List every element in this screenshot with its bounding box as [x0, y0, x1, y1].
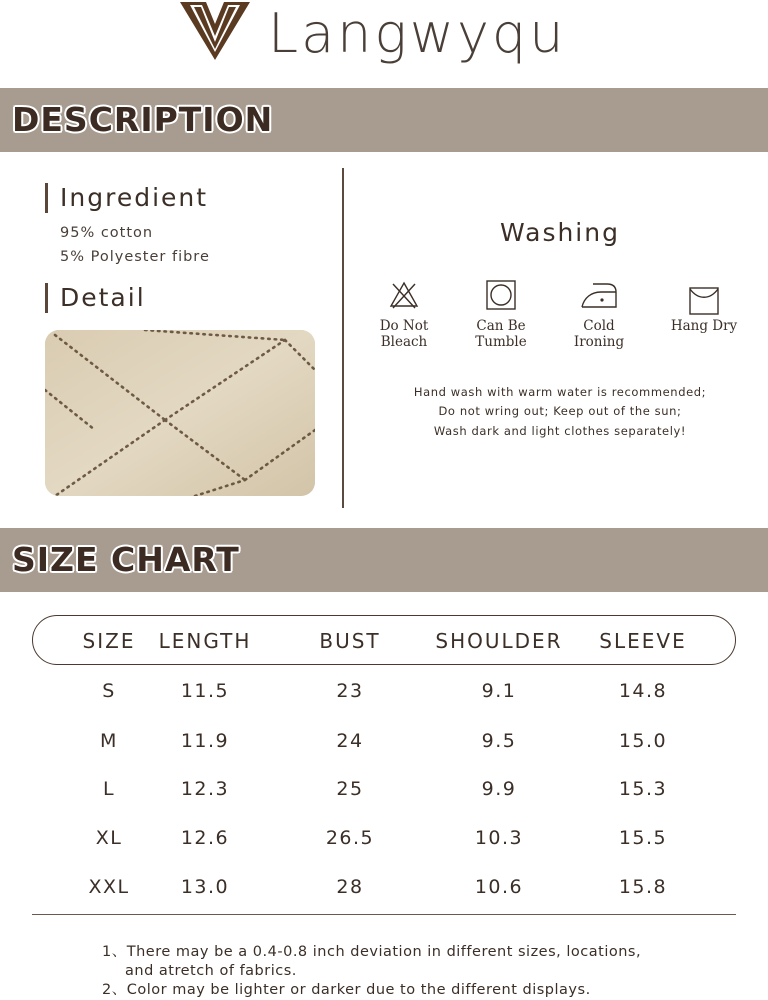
care-item-tumble	[456, 280, 546, 350]
table-cell: XXL	[88, 876, 130, 898]
washing-note: Wash dark and light clothes separately!	[433, 424, 687, 438]
description-band	[0, 88, 768, 152]
brand-name: Langwyqu	[268, 2, 567, 65]
column-header-size: SIZE	[82, 629, 136, 653]
brand-header	[0, 0, 768, 86]
table-cell: 12.6	[180, 827, 230, 849]
note-line: 1、There may be a 0.4-0.8 inch deviation in different sizes, locations,	[102, 944, 642, 960]
washing-title: Washing	[500, 218, 620, 247]
table-bottom-rule	[32, 914, 736, 915]
brand-logo-icon	[180, 2, 250, 60]
table-cell: 15.0	[618, 730, 668, 752]
care-label: Do Not Bleach	[379, 318, 429, 350]
ingredient-heading: Ingredient	[45, 183, 208, 213]
hang-dry-icon	[688, 286, 720, 316]
table-cell: 10.6	[474, 876, 524, 898]
table-cell: 23	[336, 680, 364, 702]
care-item-cold-iron	[554, 280, 644, 350]
care-label: Hang Dry	[670, 318, 738, 334]
column-header-bust: BUST	[319, 629, 381, 653]
table-cell: 25	[336, 778, 364, 800]
note-line: 2、Color may be lighter or darker due to the different displays.	[102, 982, 591, 998]
table-cell: 14.8	[618, 680, 668, 702]
table-cell: 9.9	[481, 778, 517, 800]
table-cell: 9.1	[481, 680, 517, 702]
size-chart-band	[0, 528, 768, 592]
table-cell: L	[102, 778, 116, 800]
table-cell: 10.3	[474, 827, 524, 849]
care-item-hang-dry	[659, 280, 749, 334]
column-divider	[342, 168, 344, 508]
column-header-sleeve: SLEEVE	[599, 629, 687, 653]
table-cell: XL	[95, 827, 123, 849]
care-label: Can Be Tumble	[475, 318, 527, 350]
table-cell: 9.5	[481, 730, 517, 752]
note-line: and atretch of fabrics.	[125, 963, 297, 979]
table-cell: 24	[336, 730, 364, 752]
cold-iron-icon	[579, 280, 619, 310]
table-cell: 13.0	[180, 876, 230, 898]
column-header-shoulder: SHOULDER	[435, 629, 563, 653]
table-cell: 15.8	[618, 876, 668, 898]
care-item-do-not-bleach	[359, 280, 449, 350]
washing-note: Do not wring out; Keep out of the sun;	[438, 404, 682, 418]
table-cell: 11.5	[180, 680, 230, 702]
table-cell: 28	[336, 876, 364, 898]
detail-heading: Detail	[45, 283, 146, 313]
do-not-bleach-icon	[389, 280, 419, 310]
tumble-dry-icon	[485, 280, 517, 310]
table-cell: 12.3	[180, 778, 230, 800]
fabric-detail-image	[45, 330, 315, 496]
ingredient-line: 95% cotton	[60, 225, 154, 241]
table-cell: 15.5	[618, 827, 668, 849]
ingredient-line: 5% Polyester fibre	[60, 249, 210, 265]
size-chart-title: SIZE CHART	[12, 540, 240, 579]
table-cell: S	[102, 680, 116, 702]
washing-note: Hand wash with warm water is recommended;	[413, 385, 707, 399]
table-cell: M	[100, 730, 118, 752]
column-header-length: LENGTH	[158, 629, 252, 653]
table-cell: 15.3	[618, 778, 668, 800]
description-title: DESCRIPTION	[12, 100, 274, 139]
table-cell: 26.5	[325, 827, 375, 849]
care-label: Cold Ironing	[573, 318, 625, 350]
table-cell: 11.9	[180, 730, 230, 752]
